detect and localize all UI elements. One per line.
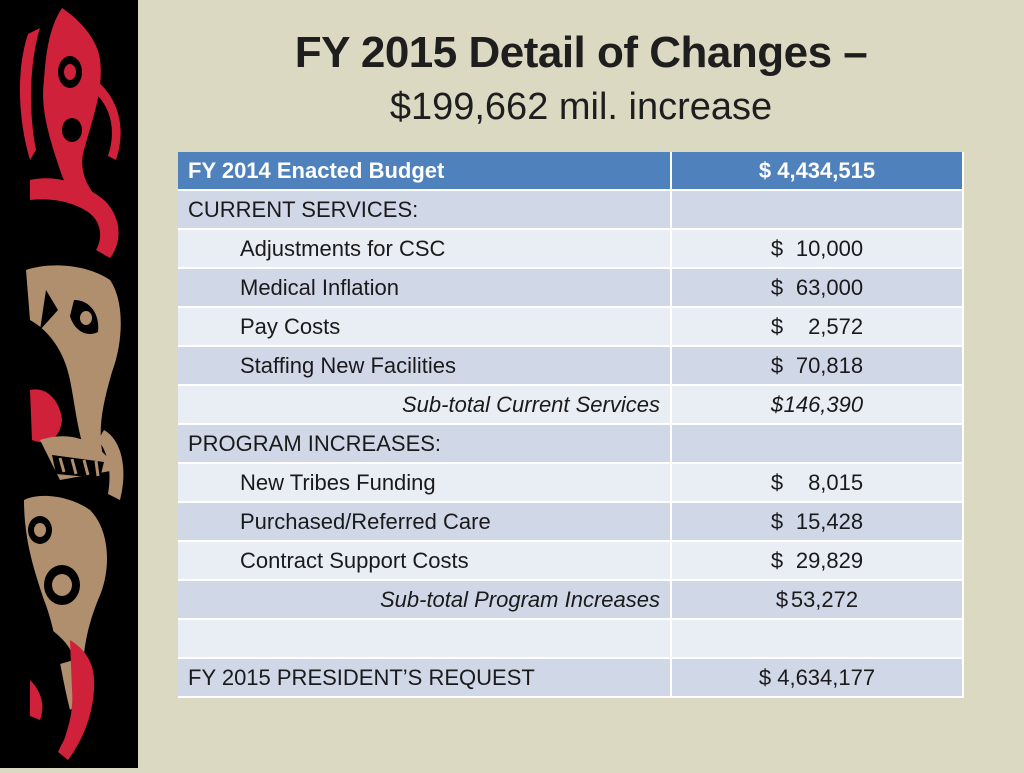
slide-title-block (138, 24, 1024, 132)
amount-value (771, 392, 863, 418)
footer-label: FY 2015 PRESIDENT’S REQUEST (178, 659, 672, 698)
table-row (178, 230, 964, 269)
row-label: Staffing New Facilities (178, 347, 672, 386)
currency-symbol: $ (770, 391, 784, 417)
amount-number: 146,390 (783, 391, 864, 417)
currency-symbol: $ (770, 274, 784, 300)
currency-symbol: $ (770, 508, 784, 534)
amount-value (776, 587, 858, 613)
row-label: PROGRAM INCREASES: (178, 425, 672, 464)
row-label: New Tribes Funding (178, 464, 672, 503)
table-row (178, 191, 964, 230)
row-amount (672, 230, 964, 269)
budget-changes-table (178, 152, 964, 698)
row-label: Sub-total Current Services (178, 386, 672, 425)
table-row (178, 308, 964, 347)
amount-value (771, 353, 863, 379)
row-amount (672, 308, 964, 347)
amount-number: 29,829 (795, 547, 864, 573)
row-label: Contract Support Costs (178, 542, 672, 581)
amount-value (771, 509, 863, 535)
row-label: CURRENT SERVICES: (178, 191, 672, 230)
header-amount: $ 4,434,515 (672, 152, 964, 191)
footer-amount: $ 4,634,177 (672, 659, 964, 698)
row-amount (672, 464, 964, 503)
table-row (178, 503, 964, 542)
amount-value (771, 275, 863, 301)
amount-number: 63,000 (795, 274, 864, 300)
row-amount (672, 347, 964, 386)
amount-value (771, 314, 863, 340)
currency-symbol: $ (770, 235, 784, 261)
table-row (178, 386, 964, 425)
currency-symbol: $ (770, 547, 784, 573)
table-row (178, 542, 964, 581)
slide-title: FY 2015 Detail of Changes – (294, 28, 868, 77)
row-amount (672, 191, 964, 230)
row-label: Adjustments for CSC (178, 230, 672, 269)
row-amount (672, 425, 964, 464)
currency-symbol: $ (770, 313, 784, 339)
row-amount (672, 269, 964, 308)
amount-value (771, 236, 863, 262)
row-amount (672, 503, 964, 542)
amount-number: 8,015 (808, 469, 864, 495)
row-amount (672, 581, 964, 620)
row-label (178, 620, 672, 659)
formline-art-icon (0, 0, 138, 768)
header-label: FY 2014 Enacted Budget (178, 152, 672, 191)
amount-value (771, 548, 863, 574)
row-label: Sub-total Program Increases (178, 581, 672, 620)
amount-number: 10,000 (795, 235, 864, 261)
row-amount (672, 386, 964, 425)
table-row (178, 581, 964, 620)
amount-value (771, 470, 863, 496)
amount-number: 53,272 (790, 586, 859, 612)
row-label: Purchased/Referred Care (178, 503, 672, 542)
row-label: Medical Inflation (178, 269, 672, 308)
row-amount (672, 542, 964, 581)
table-header-row (178, 152, 964, 191)
formline-art-panel (0, 0, 138, 768)
currency-symbol: $ (770, 469, 784, 495)
amount-number: 15,428 (795, 508, 864, 534)
table-footer-row (178, 659, 964, 698)
table-row (178, 620, 964, 659)
table-row (178, 269, 964, 308)
amount-number: 2,572 (808, 313, 864, 339)
row-amount (672, 620, 964, 659)
table-row (178, 425, 964, 464)
slide-subtitle: $199,662 mil. increase (389, 86, 773, 128)
row-label: Pay Costs (178, 308, 672, 347)
table-row (178, 347, 964, 386)
table-row (178, 464, 964, 503)
currency-symbol: $ (770, 352, 784, 378)
currency-symbol: $ (775, 586, 789, 612)
amount-number: 70,818 (795, 352, 864, 378)
